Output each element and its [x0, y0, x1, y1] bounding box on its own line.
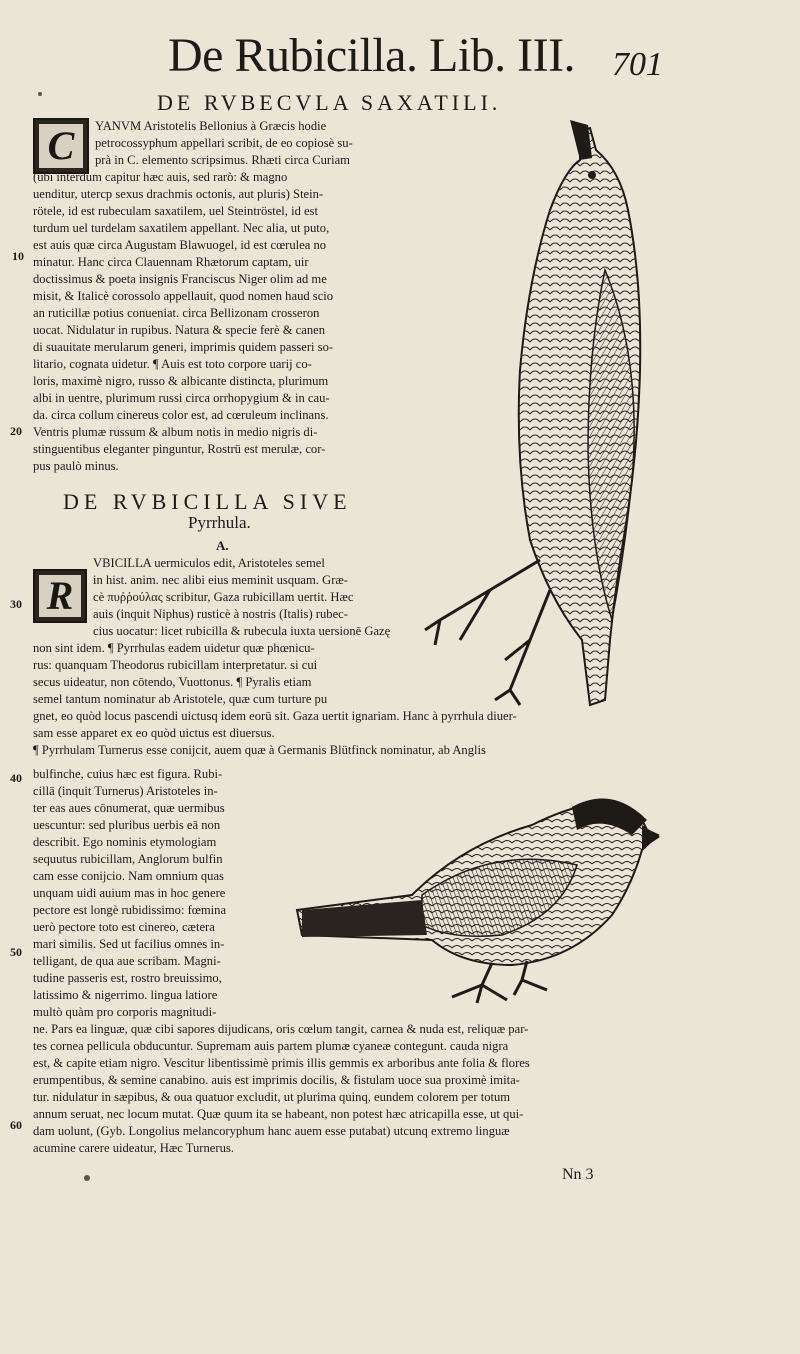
text-line: uescuntur: sed pluribus uerbis eā non [33, 818, 221, 832]
text-line: cillā (inquit Turnerus) Aristoteles in- [33, 784, 218, 798]
text-line: tes cornea pellicula obducuntur. Supremam auis partem plumæ cyaneæ contegunt. cauda nigra [33, 1039, 509, 1053]
section-title-rubicilla: DE RVBICILLA SIVE [63, 489, 352, 514]
text-line: stinguentibus eleganter pinguntur, Rostrū est merulæ, cor- [33, 442, 326, 456]
margin-number: 30 [10, 597, 22, 611]
text-line: annum seruat, nec locum mutat. Quæ quum ita se habeant, non potest hæc atricapilla esse, ut qui- [33, 1107, 524, 1121]
text-line: auis (inquit Niphus) rusticè à nostris (Italis) rubec- [93, 607, 348, 621]
text-line: ¶ Pyrrhulam Turnerus esse conijcit, auem quæ à Germanis Blütfinck nominatur, ab Anglis [33, 743, 486, 757]
text-line: est, & capite etiam nigro. Vescitur libentissimè primis illis gemmis ex arboribus ante folia & flores [33, 1056, 530, 1070]
text-line: sam esse apparet ex eo quòd uictus est diuersus. [33, 726, 275, 740]
text-line: ter eas aues cōnumerat, quæ uermibus [33, 801, 225, 815]
text-line: prà in C. elemento scripsimus. Rhæti circa Curiam [95, 153, 350, 167]
text-line: unquam uidi auium mas in hoc genere [33, 886, 226, 900]
text-line: cam esse conijcio. Nam omnium quas [33, 869, 224, 883]
text-line: rus: quanquam Theodorus rubicillam interpretatur. si cui [33, 658, 318, 672]
text-line: petrocossyphum appellari scribit, de eo copiosè su- [95, 136, 353, 150]
text-line: est auis quæ circa Augustam Blawuogel, id est cœrulea no [33, 238, 327, 252]
text-line: turdum uel turdelam saxatilem appellant. Nec alia, ut puto, [33, 221, 330, 235]
section-text-rubicilla-top [33, 555, 431, 708]
text-line: cius uocatur: licet rubicilla & rubecula iuxta uersionē Gazę [93, 624, 391, 638]
text-line: tur. nidulatur in sæpibus, & oua quatuor excludit, ut plurima quinq, eundem colorem per totum [33, 1090, 511, 1104]
text-line: litario, cognata uidetur. ¶ Auis est toto corpore uarij co- [33, 357, 312, 371]
text-line: uerò pectore toto est cinereo, cætera [33, 920, 215, 934]
margin-number: 10 [12, 249, 24, 263]
text-line: mari similis. Sed ut facilius omnes in- [33, 937, 225, 951]
text-line: da. circa collum cinereus color est, ad cœruleum inclinans. [33, 408, 329, 422]
text-line: erumpentibus, & semine canabino. auis est imprimis docilis, & fistulam uoce sua proximè imita- [33, 1073, 520, 1087]
text-line: tudine passeris est, rostro breuissimo, [33, 971, 222, 985]
text-line: albi in uentre, plurimum russi circa orrhopygium & in cau- [33, 391, 330, 405]
ink-spot [84, 1175, 90, 1181]
text-line: an ruticillæ potius conueniat. circa Bellizonam crosseron [33, 306, 320, 320]
text-line: secus uideatur, non cōtendo, Vuottonus. ¶ Pyralis etiam [33, 675, 312, 689]
text-line: rötele, id est rubeculam saxatilem, uel Steintröstel, id est [33, 204, 319, 218]
margin-number: 60 [10, 1118, 22, 1132]
bullfinch-woodcut-illustration [292, 775, 662, 1015]
section-title-rubecula: DE RVBECVLA SAXATILI. [157, 90, 502, 115]
page-number: 701 [612, 46, 663, 83]
margin-number: 20 [10, 424, 22, 438]
section-subtitle-pyrrhula: Pyrrhula. [188, 513, 251, 532]
section-text-rubicilla-left [33, 766, 295, 1021]
text-line: di suauitate merularum generi, imprimis quidem passeri so- [33, 340, 334, 354]
text-line: misit, & Italicè corossolo appellauit, quod nomen haud scio [33, 289, 334, 303]
text-line: in hist. anim. nec alibi eius meminit usquam. Græ- [93, 573, 348, 587]
margin-number: 50 [10, 945, 22, 959]
text-line: minatur. Hanc circa Clauennam Rhætorum captam, uir [33, 255, 309, 269]
text-line: acumine carere uideatur, Hæc Turnerus. [33, 1141, 234, 1155]
rock-thrush-woodcut-illustration [420, 120, 680, 720]
text-line: non sint idem. ¶ Pyrrhulas eadem uidetur quæ phœnicu- [33, 641, 315, 655]
text-line: loris, maximè nigro, russo & albicante distincta, plurimum [33, 374, 329, 388]
text-line: gnet, eo quòd locus pascendi uictusq idem eorū sit. Gaza uertit ignariam. Hanc à pyrrhula diuer- [33, 709, 517, 723]
section-text-rubecula [33, 118, 431, 475]
dropcap-c-letter: C [39, 124, 83, 168]
dropcap-r-letter: R [39, 575, 81, 617]
text-line: sequutus rubicillam, Anglorum bulfin [33, 852, 223, 866]
text-line: bulfinche, cuius hæc est figura. Rubi- [33, 767, 223, 781]
text-line: multò quàm pro corporis magnitudi- [33, 1005, 217, 1019]
running-head: De Rubicilla. Lib. III. [168, 29, 576, 82]
signature-mark: Nn 3 [562, 1166, 594, 1183]
text-line: ne. Pars ea linguæ, quæ cibi sapores dijudicans, oris cœlum tangit, carnea & nuda est, reliquæ par- [33, 1022, 529, 1036]
ink-spot [38, 92, 42, 96]
text-line: uenditur, utercp sexus drachmis octonis, aut pluris) Stein- [33, 187, 324, 201]
text-line: dam uolunt, (Gyb. Longolius melancoryphum hanc auem esse putabat) utcunq extremo linguæ [33, 1124, 510, 1138]
text-line: Ventris plumæ russum & album notis in medio nigris di- [33, 425, 318, 439]
text-line: doctissimus & poeta insignis Franciscus Niger olim ad me [33, 272, 327, 286]
text-line: pus paulò minus. [33, 459, 119, 473]
section-text-rubicilla-final [33, 1021, 678, 1157]
text-line: pectore est longè rubidissimo: fœmina [33, 903, 227, 917]
text-line: YANVM Aristotelis Bellonius à Græcis hodie [95, 119, 327, 133]
margin-number: 40 [10, 771, 22, 785]
text-line: semel tantum nominatur ab Aristotele, quæ cum turture pu [33, 692, 328, 706]
subsection-letter-a: A. [216, 538, 229, 553]
text-line: describit. Ego nominis etymologiam [33, 835, 217, 849]
text-line: latissimo & nigerrimo. lingua latiore [33, 988, 218, 1002]
text-line: VBICILLA uermiculos edit, Aristoteles semel [93, 556, 325, 570]
text-line: (ubi interdum capitur hæc auis, sed rarò: & magno [33, 170, 288, 184]
text-line: telligant, de qua aue scribam. Magni- [33, 954, 221, 968]
text-line: uocat. Nidulatur in rupibus. Natura & specie ferè & canen [33, 323, 325, 337]
text-line: cè πυῤῥούλας scribitur, Gaza rubicillam uertit. Hæc [93, 590, 354, 604]
